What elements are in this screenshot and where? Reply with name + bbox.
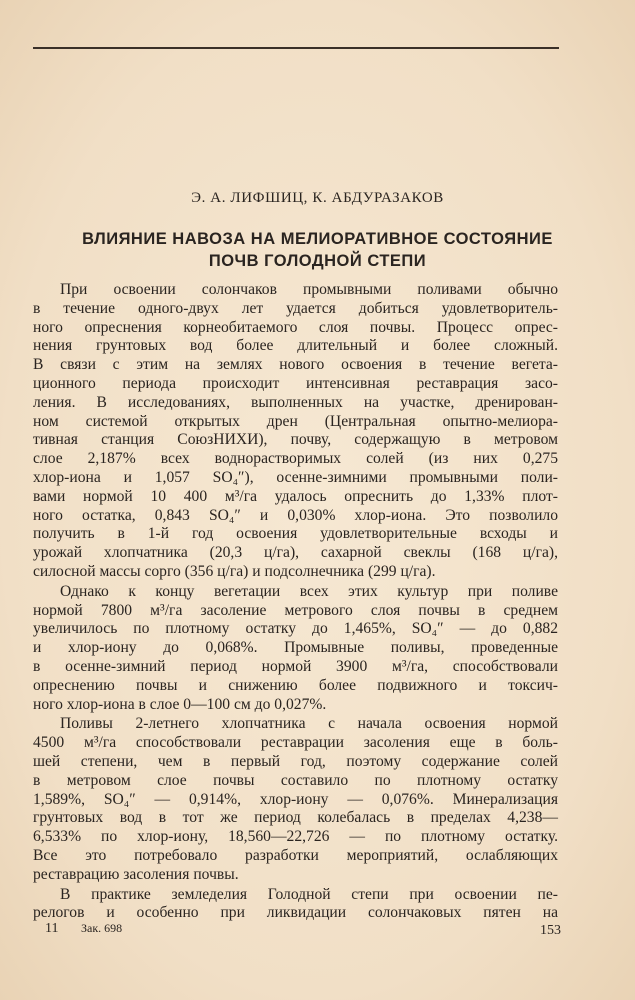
paragraph-1 <box>33 281 558 582</box>
title-line: ВЛИЯНИЕ НАВОЗА НА МЕЛИОРАТИВНОЕ СОСТОЯНИЕ <box>82 230 553 248</box>
text-line: реставрацию засоления почвы. <box>33 865 239 883</box>
text-line: 6,533% по хлор-иону, 18,560—22,726 — по плотному остатку. <box>33 828 558 846</box>
text-line: в течение одного-двух лет удается добиться удовлетворитель- <box>33 299 558 317</box>
text-line: грунтовых вод в тот же период колебалась в пределах 4,238— <box>33 809 558 827</box>
text-line: ном системой открытых дрен (Центральная опытно-мелиора- <box>33 412 558 430</box>
text-line: шей степени, чем в первый год, поэтому содержание солей <box>33 752 558 770</box>
text-line: 1,589%, SO₄″ — 0,914%, хлор-иону — 0,076%. Минерализация <box>33 790 558 808</box>
text-line: силосной массы сорго (356 ц/га) и подсолнечника (299 ц/га). <box>33 562 436 580</box>
text-line: увеличилось по плотному остатку до 1,465%, SO₄″ — до 0,882 <box>33 620 558 638</box>
text-line: ления. В исследованиях, выполненных на участке, дренирован- <box>33 393 558 411</box>
text-line: Однако к концу вегетации всех этих культур при поливе <box>60 582 558 600</box>
top-rule <box>33 47 559 49</box>
text-line: получить в 1-й год освоения удовлетворительные всходы и <box>33 525 558 543</box>
paragraph-3 <box>33 715 558 884</box>
paragraph-2 <box>33 583 558 715</box>
text-line: в метровом слое почвы составило по плотному остатку <box>33 771 558 789</box>
article-body <box>33 281 558 923</box>
text-line: в осенне-зимний период нормой 3900 м³/га, способствовали <box>33 657 558 675</box>
text-line: и хлор-иону до 0,068%. Промывные поливы, проведенные <box>33 639 558 657</box>
page-number: 153 <box>540 923 561 938</box>
text-line: нормой 7800 м³/га засоление метрового слоя почвы в среднем <box>33 601 558 619</box>
order-note: Зак. 698 <box>81 921 123 935</box>
text-line: ного остатка, 0,843 SO₄″ и 0,030% хлор-иона. Это позволило <box>33 506 558 524</box>
text-line: Все это потребовало разработки мероприятий, ослабляющих <box>33 846 558 864</box>
text-line: нения грунтовых вод более длительный и более сложный. <box>33 337 558 355</box>
text-line: хлор-иона и 1,057 SO₄″), осенне-зимними промывными поли- <box>33 468 558 486</box>
article-title <box>40 228 595 272</box>
text-line: ционного периода происходит интенсивная реставрация засо- <box>33 374 558 392</box>
authors: Э. А. ЛИФШИЦ, К. АБДУРАЗАКОВ <box>191 190 444 206</box>
signature-number: 11 <box>45 921 59 936</box>
text-line: вами нормой 10 400 м³/га удалось опреснить до 1,33% плот- <box>33 487 558 505</box>
page-footer <box>33 918 561 938</box>
text-line: ного опреснения корнеобитаемого слоя почвы. Процесс опрес- <box>33 318 558 336</box>
text-line: В практике земледелия Голодной степи при освоении пе- <box>60 885 558 903</box>
text-line: опреснению почвы и снижению более подвижного и токсич- <box>33 676 558 694</box>
title-line: ПОЧВ ГОЛОДНОЙ СТЕПИ <box>208 252 427 270</box>
text-line: слое 2,187% всех воднорастворимых солей (из них 0,275 <box>33 450 558 468</box>
text-line: 4500 м³/га способствовали реставрации засоления еще в боль- <box>33 734 558 752</box>
text-line: ного хлор-иона в слое 0—100 см до 0,027%. <box>33 695 327 713</box>
text-line: Поливы 2-летнего хлопчатника с начала освоения нормой <box>60 715 558 733</box>
text-line: тивная станция СоюзНИХИ), почву, содержащую в метровом <box>33 431 558 449</box>
text-line: При освоении солончаков промывными поливами обычно <box>60 281 558 298</box>
text-line: В связи с этим на землях нового освоения в течение вегета- <box>33 356 558 374</box>
text-line: урожай хлопчатника (20,3 ц/га), сахарной свеклы (168 ц/га), <box>33 544 558 562</box>
text-line: релогов и особенно при ликвидации солончаковых пятен на <box>33 904 558 922</box>
